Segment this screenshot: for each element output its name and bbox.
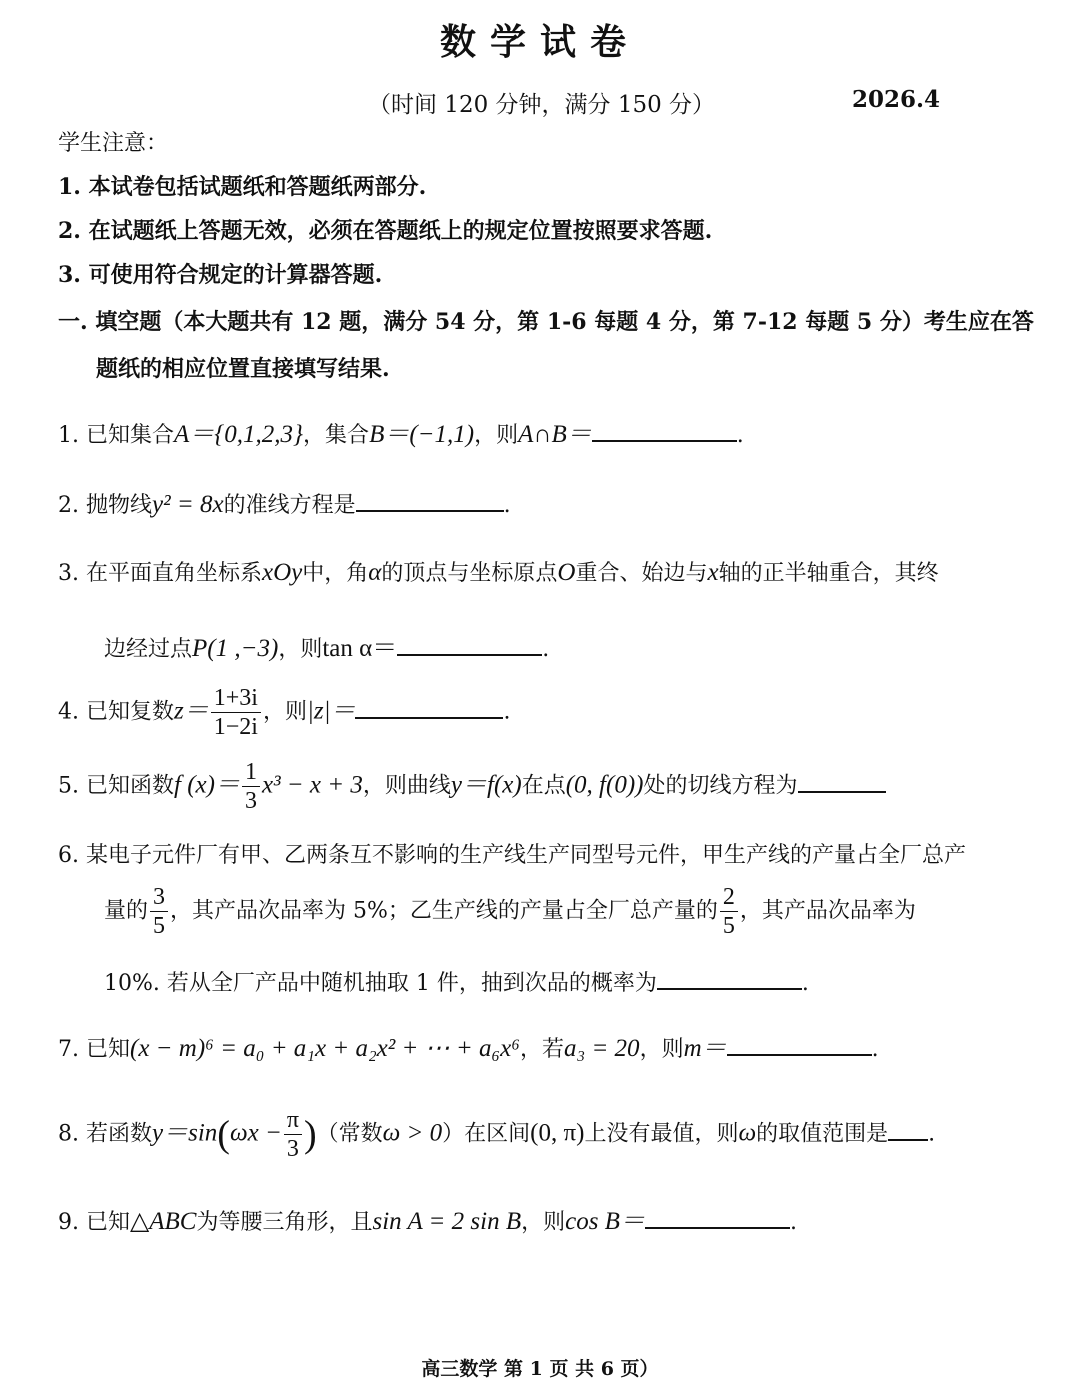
math-symbol: |z|＝ (306, 697, 356, 725)
answer-blank[interactable] (657, 968, 802, 990)
question-2 (58, 488, 511, 519)
fraction-denominator: 1−2i (213, 714, 258, 740)
math-expr: sin A = 2 sin B (372, 1208, 522, 1235)
answer-blank[interactable] (356, 490, 504, 512)
punctuation: . (871, 1037, 879, 1062)
fraction-denominator: 5 (153, 913, 166, 939)
question-text: ，则 (474, 423, 519, 448)
question-text: 边经过点 (104, 637, 193, 662)
punctuation: . (503, 493, 511, 518)
question-text: 轴的正半轴重合，其终 (718, 561, 939, 586)
math-expr: ωx − (229, 1119, 282, 1147)
question-3-cont (104, 628, 549, 664)
question-6-cont2 (104, 966, 809, 997)
math-expr: (0, f(0)) (565, 771, 644, 799)
question-text: ，其产品次品率为 5%；乙生产线的产量占全厂总产量的 (170, 898, 718, 924)
question-text: 量的 (104, 898, 149, 924)
question-text: ，其产品次品率为 (739, 898, 916, 924)
notice-heading: 学生注意： (58, 131, 169, 156)
math-symbol: xOy (262, 559, 303, 586)
question-text: ，则 (521, 1210, 566, 1235)
answer-blank[interactable] (592, 420, 737, 442)
punctuation: . (736, 423, 744, 448)
fraction-denominator: 5 (722, 913, 735, 939)
question-number: 7. (58, 1037, 79, 1062)
question-text: ，则 (278, 637, 323, 662)
notice-item: 1. 本试卷包括试题纸和答题纸两部分. (58, 174, 427, 200)
question-text: 已知 (86, 1037, 131, 1062)
question-text: ，则 (639, 1037, 684, 1062)
fraction-numerator: π (284, 1106, 302, 1135)
right-paren: ) (303, 1113, 317, 1156)
question-6-cont (104, 883, 916, 940)
binomial-expr: (x − m)⁶ = a₀ + a₁x + a₂x² + ⋯ + a₆x⁶ (130, 1035, 520, 1062)
question-text: 的顶点与坐标原点 (381, 561, 558, 586)
question-number: 5. (58, 773, 79, 799)
question-text: 处的切线方程为 (643, 773, 798, 799)
math-expr: ω > 0 (382, 1119, 443, 1147)
punctuation: . (789, 1210, 797, 1235)
question-number: 2. (58, 493, 79, 518)
question-text: ，则曲线 (362, 773, 451, 799)
notice-item: 2. 在试题纸上答题无效，必须在答题纸上的规定位置按照要求答题. (58, 218, 713, 244)
answer-blank[interactable] (798, 771, 886, 793)
fraction (150, 883, 168, 940)
answer-blank[interactable] (645, 1207, 790, 1229)
question-5 (58, 758, 886, 815)
intersection-expr: A∩B＝ (518, 421, 592, 448)
math-symbol: α (368, 559, 382, 586)
question-9 (58, 1201, 797, 1237)
question-text: 在点 (521, 773, 566, 799)
question-text: 抛物线 (86, 493, 153, 518)
question-text: 已知函数 (86, 773, 175, 799)
math-expr: x³ − x + 3 (261, 771, 363, 799)
question-text: 的准线方程是 (223, 493, 356, 518)
tan-expr: tan α＝ (322, 635, 398, 662)
punctuation: . (928, 1121, 936, 1147)
fraction-numerator: 3 (150, 883, 168, 912)
question-text: 已知复数 (86, 699, 175, 725)
question-1 (58, 414, 744, 450)
answer-blank[interactable] (888, 1119, 928, 1141)
set-b: B＝(−1,1) (369, 421, 475, 448)
math-symbol: x (707, 559, 719, 586)
math-symbol: f (x)＝ (174, 771, 240, 799)
math-expr: cos B＝ (565, 1208, 645, 1235)
question-text: （常数 (316, 1121, 383, 1147)
point-p: P(1 ,−3) (192, 635, 279, 662)
math-expr: (0, π) (530, 1119, 585, 1147)
question-7 (58, 1028, 879, 1064)
notice-item: 3. 可使用符合规定的计算器答题. (58, 262, 383, 288)
page-footer: 高三数学 第 1 页 共 6 页） (421, 1358, 659, 1380)
math-expr: a₃ = 20 (564, 1035, 640, 1062)
math-symbol: O (557, 559, 576, 586)
question-number: 8. (58, 1121, 79, 1147)
question-number: 9. (58, 1210, 79, 1235)
question-text: ，则 (262, 699, 307, 725)
exam-date: 2026.4 (852, 86, 941, 113)
fraction-denominator: 3 (286, 1136, 299, 1162)
page-title: 数学试卷 (439, 21, 640, 63)
fraction-numerator: 2 (720, 883, 738, 912)
fraction-numerator: 1+3i (211, 684, 261, 713)
question-number: 3. (58, 561, 79, 586)
question-8 (58, 1106, 935, 1163)
question-number: 6. (58, 843, 79, 868)
question-text: ）在区间 (442, 1121, 531, 1147)
answer-blank[interactable] (355, 697, 503, 719)
fraction (211, 684, 261, 741)
set-a: A＝{0,1,2,3} (174, 421, 304, 448)
question-text: 10%. 若从全厂产品中随机抽取 1 件，抽到次品的概率为 (104, 971, 657, 996)
question-4 (58, 684, 510, 741)
question-text: 的取值范围是 (756, 1121, 889, 1147)
parabola-expr: y² = 8x (152, 491, 224, 518)
fraction-denominator: 3 (244, 788, 257, 814)
math-symbol: △ABC (130, 1208, 197, 1235)
question-text: 某电子元件厂有甲、乙两条互不影响的生产线生产同型号元件，甲生产线的产量占全厂总产 (86, 843, 967, 868)
question-text: 重合、始边与 (575, 561, 708, 586)
fraction (242, 758, 260, 815)
answer-blank[interactable] (397, 634, 542, 656)
section-instructions-cont: 题纸的相应位置直接填写结果. (96, 356, 390, 382)
fraction-numerator: 1 (242, 758, 260, 787)
question-6 (58, 838, 966, 869)
fraction (284, 1106, 302, 1163)
math-expr: y＝f(x) (450, 771, 522, 799)
section-instructions: 一. 填空题（本大题共有 12 题，满分 54 分，第 1-6 每题 4 分，第 7-12 每题 5 分）考生应在答 (58, 309, 1034, 335)
punctuation: . (801, 971, 809, 996)
question-3 (58, 556, 939, 587)
question-text: 已知集合 (86, 423, 175, 448)
exam-time-info: （时间 120 分钟，满分 150 分） (368, 92, 716, 118)
question-number: 1. (58, 423, 79, 448)
question-text: 为等腰三角形，且 (196, 1210, 373, 1235)
question-text: 若函数 (86, 1121, 153, 1147)
punctuation: . (542, 637, 550, 662)
math-symbol: z＝ (174, 697, 209, 725)
answer-blank[interactable] (727, 1034, 872, 1056)
question-text: 已知 (86, 1210, 131, 1235)
math-expr: y＝sin (152, 1119, 218, 1147)
question-text: ，若 (519, 1037, 564, 1062)
math-symbol: ω (738, 1119, 757, 1147)
math-symbol: m＝ (683, 1035, 727, 1062)
fraction (720, 883, 738, 940)
question-number: 4. (58, 699, 79, 725)
question-text: ，集合 (303, 423, 370, 448)
question-text: 中，角 (302, 561, 369, 586)
question-text: 在平面直角坐标系 (86, 561, 263, 586)
question-text: 上没有最值，则 (584, 1121, 739, 1147)
punctuation: . (503, 699, 511, 725)
left-paren: ( (217, 1113, 230, 1156)
